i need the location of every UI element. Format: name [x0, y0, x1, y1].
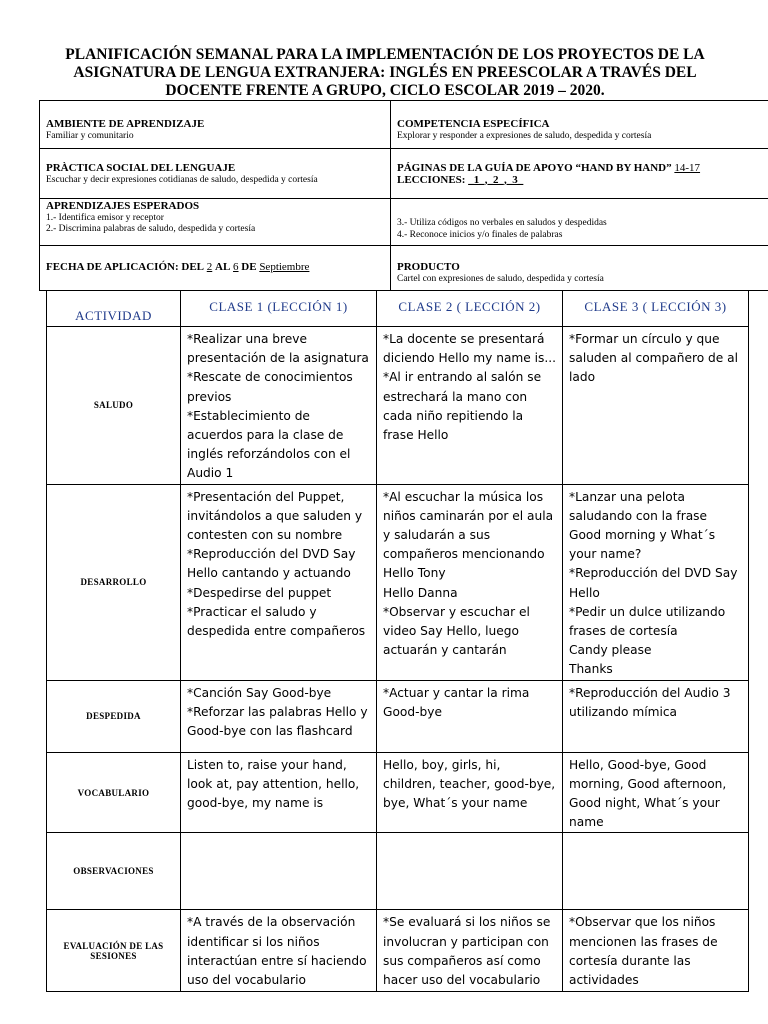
activity-cell-clase-2	[377, 484, 563, 680]
activities-table	[46, 290, 749, 992]
row-label: VOCABULARIO	[47, 752, 181, 833]
table-row	[47, 327, 749, 485]
aprendizaje-3: 3.- Utiliza códigos no verbales en saludos y despedidas	[397, 218, 607, 228]
cell-line: children, teacher, good-bye,	[383, 776, 556, 791]
cell-line: despedida entre compañeros	[187, 624, 366, 639]
cell-line: niños caminarán por el aula	[383, 508, 554, 523]
cell-line: Hello Tony	[383, 566, 446, 581]
aprendizaje-2: 2.- Discrimina palabras de saludo, despedida y cortesía	[46, 224, 256, 234]
aprendizajes-cell-2	[391, 199, 768, 246]
cell-line: Good-bye	[383, 704, 442, 719]
cell-line: Hello cantando y actuando	[187, 566, 351, 581]
cell-line: *Reforzar las palabras Hello y	[187, 704, 368, 719]
cell-line: Candy please	[569, 643, 652, 658]
cell-line: look at, pay attention, hello,	[187, 776, 360, 791]
fecha-del: 2	[206, 261, 213, 273]
aprendizajes-cell	[40, 199, 391, 246]
cell-line: identificar si los niños	[187, 934, 320, 949]
fecha-mes: Septiembre	[259, 261, 310, 273]
cell-line: involucran y participan con	[383, 934, 549, 949]
cell-line: *Formar un círculo y que	[569, 332, 720, 346]
cell-line: interactúan entre sí haciendo	[187, 953, 367, 968]
activity-cell-clase-2	[377, 327, 563, 485]
fecha-al-label: AL	[215, 261, 231, 273]
cell-line: y saludarán a sus	[383, 528, 491, 543]
table-row	[47, 752, 749, 833]
cell-line: *Establecimiento de	[187, 408, 310, 423]
cell-line: Hello	[569, 585, 600, 600]
cell-line: *Presentación del Puppet,	[187, 489, 345, 504]
paginas-value: 14-17	[674, 162, 701, 174]
ambiente-cell	[40, 101, 391, 149]
activity-cell-clase-3	[563, 752, 749, 833]
producto-value: Cartel con expresiones de saludo, despedida y cortesía	[397, 273, 604, 284]
cell-line: *Realizar una breve	[187, 332, 307, 346]
cell-line: *Reproducción del DVD Say	[187, 547, 356, 562]
lecciones-label: LECCIONES:	[397, 173, 466, 186]
cell-line: *Pedir un dulce utilizando	[569, 604, 726, 619]
cell-line: contesten con su nombre	[187, 528, 343, 543]
activity-cell-clase-2	[377, 833, 563, 910]
cell-line: *Actuar y cantar la rima	[383, 685, 530, 700]
cell-line: *Reproducción del DVD Say	[569, 566, 738, 581]
cell-line: sus compañeros así como	[383, 953, 541, 968]
cell-line: Good night, What´s your	[569, 796, 720, 811]
title-line-1: PLANIFICACIÓN SEMANAL PARA LA IMPLEMENTACIÓN DE LOS PROYECTOS DE LA	[65, 46, 705, 63]
cell-line: Hello Danna	[383, 585, 458, 600]
practica-value: Escuchar y decir expresiones cotidianas de saludo, despedida y cortesía	[46, 174, 318, 185]
aprendizaje-1: 1.- Identifica emisor y receptor	[46, 212, 164, 223]
document-title	[40, 46, 730, 100]
cell-line: estrechará la mano con	[383, 389, 528, 404]
cell-line: *Observar y escuchar el	[383, 604, 530, 619]
header-clase-3: CLASE 3 ( LECCIÓN 3)	[563, 291, 749, 327]
competencia-label: COMPETENCIA ESPECÍFICA	[397, 118, 550, 130]
cell-line: actuarán y cantarán	[383, 643, 507, 658]
lecciones-value: _1_,_2_,_3_	[468, 173, 524, 186]
fecha-al: 6	[233, 261, 239, 273]
paginas-label: PÁGINAS DE LA GUÍA DE APOYO “HAND BY HAND”	[397, 162, 672, 174]
activity-cell-clase-1	[181, 752, 377, 833]
cell-line: *Rescate de conocimientos	[187, 370, 353, 385]
activity-cell-clase-1	[181, 833, 377, 910]
cell-line: Good morning y What´s	[569, 528, 716, 543]
info-table	[39, 100, 768, 291]
activity-cell-clase-2	[377, 680, 563, 752]
cell-line: inglés reforzándolos con el	[187, 447, 351, 462]
table-row	[47, 833, 749, 910]
cell-line: Hello, Good-bye, Good	[569, 757, 707, 772]
row-label: EVALUACIÓN DE LAS SESIONES	[47, 910, 181, 992]
cell-line: name	[569, 815, 604, 830]
cell-line: mencionen las frases de	[569, 934, 718, 949]
row-label: DESARROLLO	[47, 484, 181, 680]
cell-line: *Se evaluará si los niños se	[383, 915, 551, 930]
aprendizaje-4: 4.- Reconoce inicios y/o finales de palabras	[397, 229, 563, 240]
table-row	[47, 910, 749, 992]
cell-line: lado	[569, 370, 596, 385]
producto-label: PRODUCTO	[397, 261, 460, 273]
activity-cell-clase-3	[563, 680, 749, 752]
practica-label: PRÀCTICA SOCIAL DEL LENGUAJE	[46, 162, 236, 174]
fecha-de-label: DE	[241, 261, 257, 273]
table-row	[47, 484, 749, 680]
ambiente-value: Familiar y comunitario	[46, 130, 134, 141]
cell-line: Audio 1	[187, 466, 234, 481]
cell-line: Listen to, raise your hand,	[187, 757, 347, 772]
cell-line: actividades	[569, 973, 639, 988]
row-label: SALUDO	[47, 327, 181, 485]
header-clase-1: CLASE 1 (LECCIÓN 1)	[181, 291, 377, 327]
fecha-label: FECHA DE APLICACIÓN: DEL	[46, 261, 204, 273]
activity-cell-clase-2	[377, 752, 563, 833]
activity-cell-clase-3	[563, 910, 749, 992]
row-label: DESPEDIDA	[47, 680, 181, 752]
header-clase-2: CLASE 2 ( LECCIÓN 2)	[377, 291, 563, 327]
title-line-3: DOCENTE FRENTE A GRUPO, CICLO ESCOLAR 2019 – 2020.	[165, 82, 605, 99]
competencia-value: Explorar y responder a expresiones de saludo, despedida y cortesía	[397, 130, 652, 141]
row-label: OBSERVACIONES	[47, 833, 181, 910]
cell-line: Good-bye con las flashcard	[187, 724, 353, 739]
aprendizajes-label: APRENDIZAJES ESPERADOS	[46, 200, 200, 212]
activity-cell-clase-1	[181, 910, 377, 992]
cell-line: presentación de la asignatura	[187, 351, 369, 366]
ambiente-label: AMBIENTE DE APRENDIZAJE	[46, 118, 205, 130]
table-row	[47, 680, 749, 752]
activity-cell-clase-3	[563, 833, 749, 910]
cell-line: good-bye, my name is	[187, 796, 324, 811]
cell-line: Thanks	[569, 662, 613, 677]
activity-cell-clase-1	[181, 484, 377, 680]
practica-cell	[40, 149, 391, 199]
cell-line: *Al escuchar la música los	[383, 489, 544, 504]
cell-line: frase Hello	[383, 428, 449, 443]
cell-line: *La docente se presentará	[383, 332, 545, 346]
cell-line: cada niño repitiendo la	[383, 408, 524, 423]
fecha-cell	[40, 246, 391, 291]
cell-line: saludando con la frase	[569, 508, 708, 523]
activity-cell-clase-3	[563, 327, 749, 485]
cell-line: your name?	[569, 547, 642, 562]
cell-line: *Al ir entrando al salón se	[383, 370, 542, 385]
producto-cell	[391, 246, 768, 291]
activity-cell-clase-3	[563, 484, 749, 680]
cell-line: *Despedirse del puppet	[187, 585, 332, 600]
activity-cell-clase-2	[377, 910, 563, 992]
cell-line: morning, Good afternoon,	[569, 776, 727, 791]
cell-line: *Lanzar una pelota	[569, 489, 685, 504]
header-actividad: ACTIVIDAD	[47, 291, 181, 327]
activity-cell-clase-1	[181, 327, 377, 485]
cell-line: cortesía durante las	[569, 953, 691, 968]
cell-line: bye, What´s your name	[383, 796, 528, 811]
cell-line: uso del vocabulario	[187, 973, 306, 988]
cell-line: *Observar que los niños	[569, 915, 716, 930]
cell-line: *Reproducción del Audio 3	[569, 685, 731, 700]
cell-line: frases de cortesía	[569, 624, 678, 639]
cell-line: previos	[187, 389, 232, 404]
cell-line: invitándolos a que saluden y	[187, 508, 363, 523]
cell-line: Hello, boy, girls, hi,	[383, 757, 501, 772]
cell-line: utilizando mímica	[569, 704, 678, 719]
paginas-cell	[391, 149, 768, 199]
competencia-cell	[391, 101, 768, 149]
cell-line: diciendo Hello my name is...	[383, 351, 557, 366]
cell-line: *Canción Say Good-bye	[187, 685, 332, 700]
cell-line: *A través de la observación	[187, 915, 356, 930]
cell-line: *Practicar el saludo y	[187, 604, 317, 619]
cell-line: compañeros mencionando	[383, 547, 545, 562]
cell-line: hacer uso del vocabulario	[383, 973, 541, 988]
title-line-2: ASIGNATURA DE LENGUA EXTRANJERA: INGLÉS EN PREESCOLAR A TRAVÉS DEL	[73, 64, 697, 81]
activity-cell-clase-1	[181, 680, 377, 752]
cell-line: acuerdos para la clase de	[187, 428, 344, 443]
cell-line: saluden al compañero de al	[569, 351, 738, 366]
cell-line: video Say Hello, luego	[383, 624, 519, 639]
